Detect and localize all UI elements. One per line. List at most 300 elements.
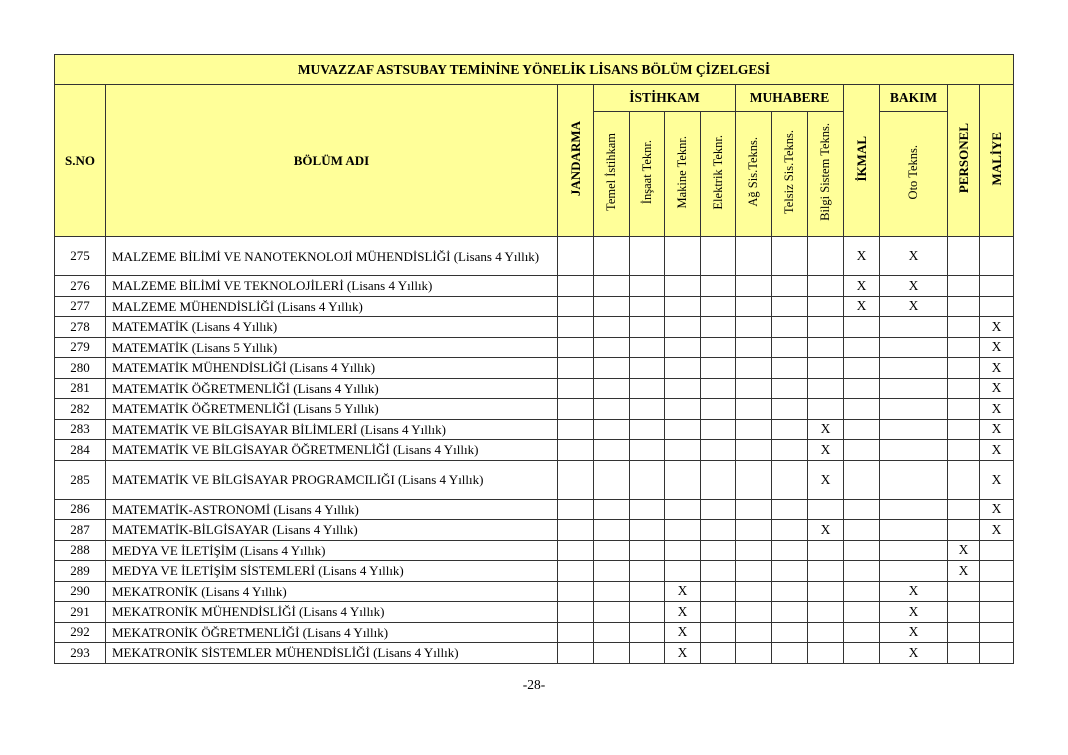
mark-cell	[701, 561, 736, 582]
mark-cell: X	[980, 317, 1014, 338]
mark-cell	[630, 581, 665, 602]
mark-cell	[808, 399, 844, 420]
mark-cell	[948, 581, 980, 602]
bolum-adi-header: BÖLÜM ADI	[106, 85, 558, 237]
mark-cell	[880, 337, 948, 358]
mark-cell: X	[980, 440, 1014, 461]
mark-cell	[736, 622, 772, 643]
mark-cell	[948, 499, 980, 520]
mark-cell: X	[665, 643, 701, 664]
mark-cell	[772, 337, 808, 358]
mark-cell	[736, 499, 772, 520]
bolum-name: MEKATRONİK MÜHENDİSLİĞİ (Lisans 4 Yıllık)	[106, 602, 558, 623]
mark-cell	[880, 317, 948, 338]
bolum-name: MATEMATİK (Lisans 4 Yıllık)	[106, 317, 558, 338]
table-row	[55, 581, 1014, 602]
sno-header: S.NO	[55, 85, 106, 237]
mark-cell: X	[980, 419, 1014, 440]
mark-cell: X	[880, 643, 948, 664]
mark-cell: X	[980, 358, 1014, 379]
muhabere-group-header: MUHABERE	[736, 85, 844, 112]
mark-cell	[948, 337, 980, 358]
mark-cell	[665, 378, 701, 399]
bolum-name: MATEMATİK VE BİLGİSAYAR BİLİMLERİ (Lisans 4 Yıllık)	[106, 419, 558, 440]
temel-istihkam-header: Temel İstihkam	[594, 112, 630, 237]
mark-cell	[701, 337, 736, 358]
mark-cell: X	[665, 581, 701, 602]
mark-cell	[808, 296, 844, 317]
mark-cell	[701, 237, 736, 276]
table-title: MUVAZZAF ASTSUBAY TEMİNİNE YÖNELİK LİSANS BÖLÜM ÇİZELGESİ	[55, 55, 1014, 85]
mark-cell	[844, 337, 880, 358]
table-row	[55, 499, 1014, 520]
row-number: 279	[55, 337, 106, 358]
bolum-name: MALZEME BİLİMİ VE NANOTEKNOLOJİ MÜHENDİSLİĞİ (Lisans 4 Yıllık)	[106, 237, 558, 276]
mark-cell	[880, 440, 948, 461]
table-row	[55, 622, 1014, 643]
mark-cell	[948, 296, 980, 317]
mark-cell	[880, 378, 948, 399]
mark-cell	[772, 419, 808, 440]
mark-cell	[844, 440, 880, 461]
mark-cell	[736, 419, 772, 440]
mark-cell	[558, 317, 594, 338]
mark-cell	[630, 643, 665, 664]
mark-cell	[948, 643, 980, 664]
mark-cell	[701, 419, 736, 440]
mark-cell	[772, 581, 808, 602]
table-row	[55, 378, 1014, 399]
mark-cell	[701, 358, 736, 379]
mark-cell	[948, 419, 980, 440]
mark-cell	[980, 643, 1014, 664]
row-number: 282	[55, 399, 106, 420]
bolum-name: MATEMATİK VE BİLGİSAYAR ÖĞRETMENLİĞİ (Lisans 4 Yıllık)	[106, 440, 558, 461]
mark-cell	[594, 460, 630, 499]
mark-cell	[948, 602, 980, 623]
mark-cell	[630, 419, 665, 440]
maliye-header: MALİYE	[980, 85, 1014, 237]
mark-cell	[948, 358, 980, 379]
mark-cell	[630, 317, 665, 338]
mark-cell	[772, 237, 808, 276]
mark-cell	[736, 399, 772, 420]
table-row	[55, 440, 1014, 461]
mark-cell	[948, 237, 980, 276]
mark-cell	[594, 337, 630, 358]
mark-cell	[844, 358, 880, 379]
table-row	[55, 561, 1014, 582]
mark-cell	[736, 440, 772, 461]
mark-cell	[844, 419, 880, 440]
table-row	[55, 337, 1014, 358]
mark-cell	[630, 399, 665, 420]
row-number: 287	[55, 520, 106, 541]
mark-cell	[701, 540, 736, 561]
mark-cell	[808, 378, 844, 399]
mark-cell	[558, 460, 594, 499]
mark-cell	[558, 440, 594, 461]
mark-cell	[980, 561, 1014, 582]
row-number: 275	[55, 237, 106, 276]
mark-cell: X	[980, 399, 1014, 420]
mark-cell	[630, 337, 665, 358]
table-row	[55, 358, 1014, 379]
mark-cell	[844, 561, 880, 582]
mark-cell	[948, 460, 980, 499]
bolum-name: MEKATRONİK SİSTEMLER MÜHENDİSLİĞİ (Lisans 4 Yıllık)	[106, 643, 558, 664]
table-row	[55, 602, 1014, 623]
mark-cell	[558, 358, 594, 379]
mark-cell	[558, 296, 594, 317]
bolum-name: MATEMATİK-ASTRONOMİ (Lisans 4 Yıllık)	[106, 499, 558, 520]
mark-cell: X	[948, 561, 980, 582]
mark-cell	[630, 520, 665, 541]
mark-cell	[808, 276, 844, 297]
mark-cell	[808, 317, 844, 338]
mark-cell	[808, 337, 844, 358]
table-row	[55, 237, 1014, 276]
row-number: 292	[55, 622, 106, 643]
mark-cell	[844, 499, 880, 520]
mark-cell	[844, 317, 880, 338]
mark-cell	[808, 581, 844, 602]
row-number: 289	[55, 561, 106, 582]
mark-cell	[630, 602, 665, 623]
mark-cell	[630, 296, 665, 317]
mark-cell	[736, 237, 772, 276]
bolum-name: MEDYA VE İLETİŞİM SİSTEMLERİ (Lisans 4 Yıllık)	[106, 561, 558, 582]
mark-cell	[736, 520, 772, 541]
mark-cell	[665, 460, 701, 499]
mark-cell	[630, 440, 665, 461]
mark-cell	[630, 622, 665, 643]
page-number: -28-	[522, 677, 546, 692]
bolum-name: MATEMATİK-BİLGİSAYAR (Lisans 4 Yıllık)	[106, 520, 558, 541]
mark-cell	[630, 561, 665, 582]
mark-cell	[772, 317, 808, 338]
mark-cell: X	[808, 419, 844, 440]
mark-cell: X	[980, 499, 1014, 520]
mark-cell	[948, 276, 980, 297]
row-number: 285	[55, 460, 106, 499]
mark-cell: X	[880, 237, 948, 276]
row-number: 277	[55, 296, 106, 317]
mark-cell	[808, 561, 844, 582]
mark-cell	[772, 460, 808, 499]
mark-cell	[808, 540, 844, 561]
mark-cell	[880, 499, 948, 520]
mark-cell	[736, 581, 772, 602]
mark-cell	[980, 237, 1014, 276]
mark-cell	[594, 561, 630, 582]
mark-cell	[948, 399, 980, 420]
mark-cell	[630, 358, 665, 379]
bolum-name: MATEMATİK ÖĞRETMENLİĞİ (Lisans 5 Yıllık)	[106, 399, 558, 420]
mark-cell	[701, 296, 736, 317]
mark-cell	[980, 622, 1014, 643]
mark-cell	[594, 276, 630, 297]
row-number: 276	[55, 276, 106, 297]
row-number: 281	[55, 378, 106, 399]
mark-cell	[665, 520, 701, 541]
mark-cell	[736, 643, 772, 664]
mark-cell	[772, 499, 808, 520]
table-row	[55, 540, 1014, 561]
mark-cell	[880, 520, 948, 541]
mark-cell	[736, 276, 772, 297]
mark-cell	[980, 276, 1014, 297]
mark-cell: X	[808, 460, 844, 499]
bolum-name: MEDYA VE İLETİŞİM (Lisans 4 Yıllık)	[106, 540, 558, 561]
mark-cell	[665, 296, 701, 317]
mark-cell	[736, 317, 772, 338]
mark-cell	[558, 643, 594, 664]
mark-cell	[772, 440, 808, 461]
mark-cell	[630, 276, 665, 297]
mark-cell	[594, 237, 630, 276]
insaat-teknr-header: İnşaat Teknr.	[630, 112, 665, 237]
telsiz-sis-tekns-header: Telsiz Sis.Tekns.	[772, 112, 808, 237]
mark-cell	[665, 358, 701, 379]
mark-cell	[808, 358, 844, 379]
mark-cell	[665, 237, 701, 276]
row-number: 290	[55, 581, 106, 602]
row-number: 280	[55, 358, 106, 379]
mark-cell	[980, 581, 1014, 602]
mark-cell	[665, 317, 701, 338]
mark-cell: X	[844, 276, 880, 297]
mark-cell: X	[844, 237, 880, 276]
mark-cell	[630, 499, 665, 520]
mark-cell	[594, 296, 630, 317]
mark-cell	[844, 378, 880, 399]
mark-cell	[772, 520, 808, 541]
mark-cell	[880, 358, 948, 379]
mark-cell	[701, 317, 736, 338]
bolum-name: MALZEME MÜHENDİSLİĞİ (Lisans 4 Yıllık)	[106, 296, 558, 317]
mark-cell: X	[948, 540, 980, 561]
mark-cell	[558, 337, 594, 358]
mark-cell	[594, 540, 630, 561]
mark-cell	[558, 581, 594, 602]
mark-cell	[880, 460, 948, 499]
makine-teknr-header: Makine Teknr.	[665, 112, 701, 237]
mark-cell	[808, 622, 844, 643]
row-number: 283	[55, 419, 106, 440]
bolum-name: MALZEME BİLİMİ VE TEKNOLOJİLERİ (Lisans 4 Yıllık)	[106, 276, 558, 297]
mark-cell: X	[880, 276, 948, 297]
mark-cell	[772, 358, 808, 379]
mark-cell	[808, 643, 844, 664]
mark-cell	[844, 602, 880, 623]
oto-tekns-header: Oto Tekns.	[880, 112, 948, 237]
mark-cell	[594, 358, 630, 379]
mark-cell	[808, 602, 844, 623]
mark-cell	[701, 440, 736, 461]
mark-cell: X	[880, 581, 948, 602]
mark-cell	[808, 237, 844, 276]
mark-cell	[736, 378, 772, 399]
bilgi-sistem-tekns-header: Bilgi Sistem Tekns.	[808, 112, 844, 237]
mark-cell	[980, 602, 1014, 623]
mark-cell	[594, 419, 630, 440]
mark-cell	[701, 581, 736, 602]
table-row	[55, 296, 1014, 317]
table-row	[55, 399, 1014, 420]
row-number: 286	[55, 499, 106, 520]
mark-cell: X	[844, 296, 880, 317]
bolum-name: MEKATRONİK ÖĞRETMENLİĞİ (Lisans 4 Yıllık)	[106, 622, 558, 643]
mark-cell	[736, 337, 772, 358]
jandarma-header: JANDARMA	[558, 85, 594, 237]
mark-cell	[772, 602, 808, 623]
mark-cell	[630, 378, 665, 399]
table-row	[55, 317, 1014, 338]
mark-cell: X	[880, 296, 948, 317]
mark-cell	[701, 399, 736, 420]
mark-cell	[844, 622, 880, 643]
mark-cell	[736, 561, 772, 582]
mark-cell	[701, 602, 736, 623]
mark-cell	[594, 602, 630, 623]
mark-cell	[558, 540, 594, 561]
table-row	[55, 419, 1014, 440]
mark-cell	[558, 399, 594, 420]
mark-cell	[594, 520, 630, 541]
row-number: 278	[55, 317, 106, 338]
mark-cell	[772, 643, 808, 664]
mark-cell	[808, 499, 844, 520]
mark-cell	[558, 378, 594, 399]
mark-cell	[558, 419, 594, 440]
mark-cell	[844, 520, 880, 541]
mark-cell	[736, 460, 772, 499]
mark-cell	[948, 317, 980, 338]
mark-cell	[558, 622, 594, 643]
mark-cell	[594, 399, 630, 420]
bolum-table	[54, 54, 1014, 664]
mark-cell	[980, 540, 1014, 561]
mark-cell	[980, 296, 1014, 317]
mark-cell	[665, 561, 701, 582]
mark-cell	[594, 440, 630, 461]
mark-cell: X	[980, 460, 1014, 499]
mark-cell	[594, 581, 630, 602]
row-number: 284	[55, 440, 106, 461]
elektrik-teknr-header: Elektrik Teknr.	[701, 112, 736, 237]
mark-cell	[772, 561, 808, 582]
mark-cell: X	[808, 440, 844, 461]
mark-cell	[844, 540, 880, 561]
table-row	[55, 643, 1014, 664]
mark-cell	[736, 358, 772, 379]
mark-cell	[701, 276, 736, 297]
bolum-name: MATEMATİK VE BİLGİSAYAR PROGRAMCILIĞI (Lisans 4 Yıllık)	[106, 460, 558, 499]
mark-cell: X	[665, 602, 701, 623]
bakim-group-header: BAKIM	[880, 85, 948, 112]
mark-cell	[630, 460, 665, 499]
mark-cell: X	[980, 337, 1014, 358]
mark-cell	[558, 602, 594, 623]
mark-cell	[701, 460, 736, 499]
mark-cell	[880, 419, 948, 440]
mark-cell	[701, 520, 736, 541]
ag-sis-tekns-header: Ağ Sis.Tekns.	[736, 112, 772, 237]
mark-cell	[844, 460, 880, 499]
ikmal-header: İKMAL	[844, 85, 880, 237]
mark-cell	[844, 581, 880, 602]
mark-cell	[558, 520, 594, 541]
bolum-name: MEKATRONİK (Lisans 4 Yıllık)	[106, 581, 558, 602]
mark-cell	[948, 378, 980, 399]
mark-cell: X	[880, 602, 948, 623]
mark-cell	[630, 237, 665, 276]
mark-cell	[880, 561, 948, 582]
mark-cell: X	[880, 622, 948, 643]
bolum-name: MATEMATİK (Lisans 5 Yıllık)	[106, 337, 558, 358]
mark-cell	[772, 540, 808, 561]
mark-cell	[594, 499, 630, 520]
mark-cell	[558, 561, 594, 582]
bolum-name: MATEMATİK MÜHENDİSLİĞİ (Lisans 4 Yıllık)	[106, 358, 558, 379]
mark-cell	[844, 399, 880, 420]
mark-cell	[594, 317, 630, 338]
mark-cell	[594, 643, 630, 664]
mark-cell	[948, 440, 980, 461]
mark-cell	[558, 499, 594, 520]
mark-cell	[948, 622, 980, 643]
mark-cell	[701, 643, 736, 664]
row-number: 293	[55, 643, 106, 664]
mark-cell	[772, 622, 808, 643]
mark-cell	[558, 276, 594, 297]
mark-cell	[701, 378, 736, 399]
mark-cell	[880, 540, 948, 561]
bolum-name: MATEMATİK ÖĞRETMENLİĞİ (Lisans 4 Yıllık)	[106, 378, 558, 399]
table-row	[55, 520, 1014, 541]
personel-header: PERSONEL	[948, 85, 980, 237]
mark-cell	[736, 296, 772, 317]
mark-cell	[594, 378, 630, 399]
mark-cell	[558, 237, 594, 276]
mark-cell	[630, 540, 665, 561]
istihkam-group-header: İSTİHKAM	[594, 85, 736, 112]
mark-cell	[665, 499, 701, 520]
mark-cell	[665, 399, 701, 420]
mark-cell	[948, 520, 980, 541]
mark-cell: X	[808, 520, 844, 541]
mark-cell	[736, 602, 772, 623]
mark-cell: X	[980, 378, 1014, 399]
mark-cell	[665, 276, 701, 297]
mark-cell: X	[665, 622, 701, 643]
mark-cell	[880, 399, 948, 420]
mark-cell	[701, 499, 736, 520]
mark-cell	[772, 296, 808, 317]
table-row	[55, 276, 1014, 297]
mark-cell	[594, 622, 630, 643]
mark-cell	[665, 540, 701, 561]
row-number: 288	[55, 540, 106, 561]
mark-cell: X	[980, 520, 1014, 541]
table-row	[55, 460, 1014, 499]
mark-cell	[701, 622, 736, 643]
mark-cell	[844, 643, 880, 664]
mark-cell	[772, 276, 808, 297]
mark-cell	[665, 337, 701, 358]
mark-cell	[736, 540, 772, 561]
